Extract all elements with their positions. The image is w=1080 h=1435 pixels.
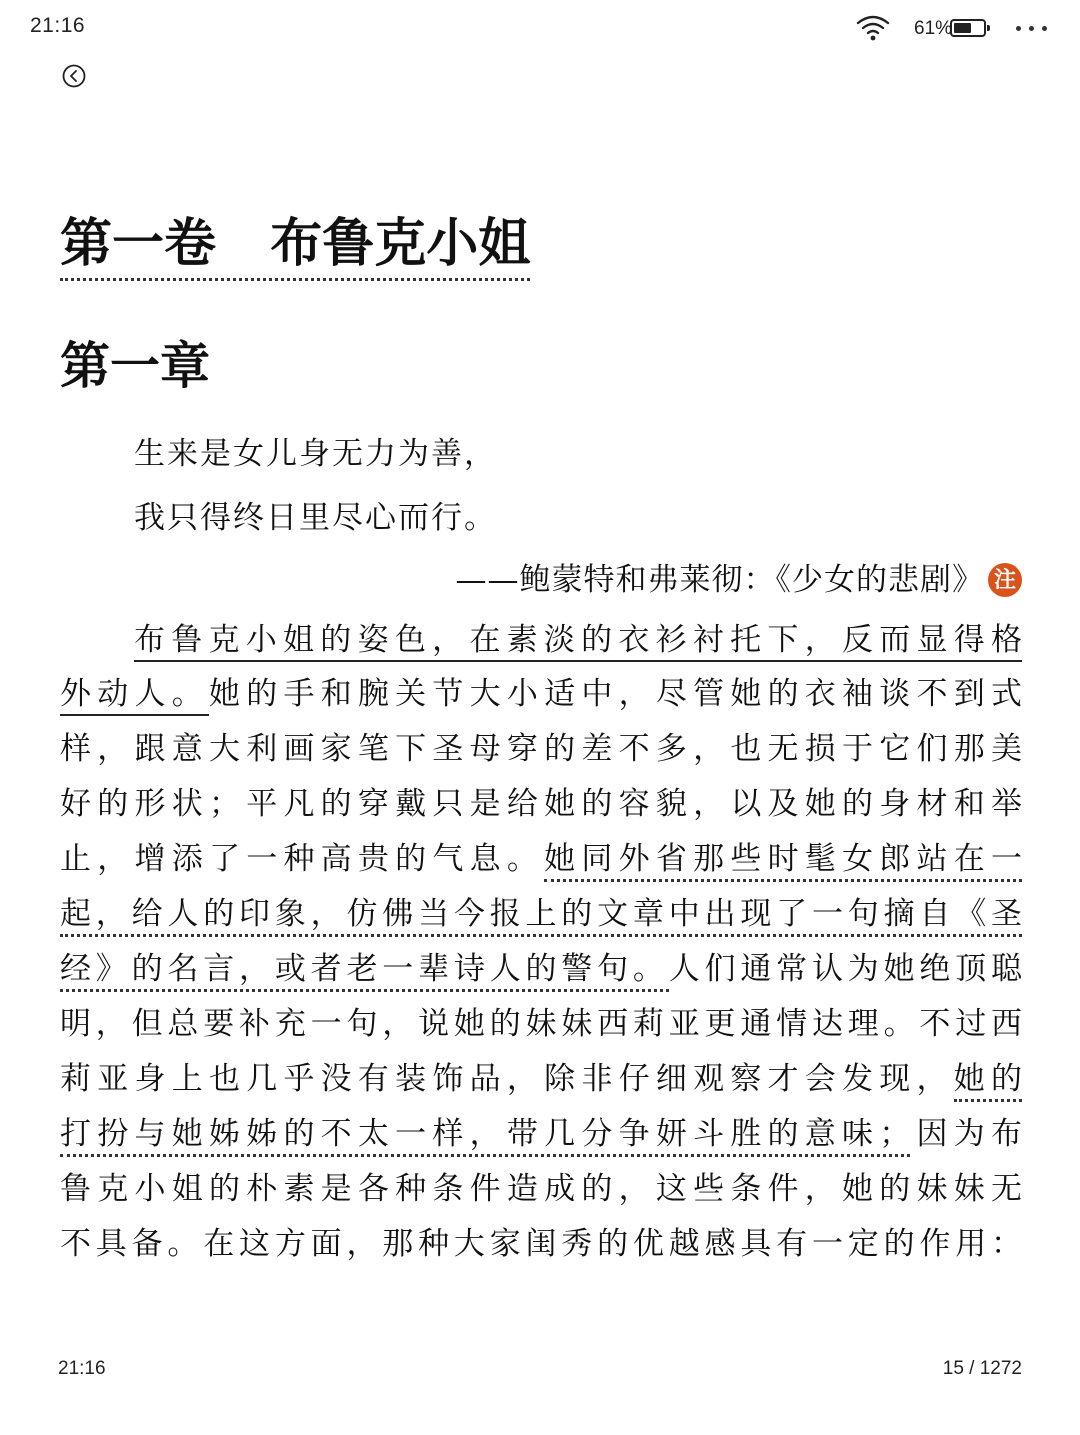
text-line: 样，跟意大利画家笔下圣母穿的差不多，也无损于它们那美 (60, 731, 1022, 767)
highlight-dotted[interactable]: 打扮与她姊姊的不太一样，带几分争妍斗胜的意味； (60, 1116, 910, 1157)
chapter-title: 第一章 (60, 336, 210, 395)
highlight-dotted[interactable]: 她的 (954, 1061, 1022, 1102)
text-line (60, 892, 1022, 936)
text-line: 鲁克小姐的朴素是各种条件造成的，这些条件，她的妹妹无 (60, 1171, 1022, 1207)
epigraph-line: 生来是女儿身无力为善， (134, 436, 497, 472)
highlight-dotted[interactable]: 她同外省那些时髦女郎站在一 (544, 841, 1022, 882)
volume-title[interactable]: 第一卷 布鲁克小姐 (60, 212, 530, 281)
battery-icon (950, 19, 986, 37)
page-number: 15 / 1272 (942, 1358, 1022, 1379)
highlight-dotted[interactable]: 起，给人的印象，仿佛当今报上的文章中出现了一句摘自《圣 (60, 896, 1022, 937)
text-line: 不具备。在这方面，那种大家闺秀的优越感具有一定的作用： (60, 1226, 1022, 1262)
highlight-underline[interactable]: 布鲁克小姐的姿色，在素淡的衣衫衬托下，反而显得格 (134, 622, 1022, 662)
text-line (134, 618, 1022, 662)
wifi-icon (856, 14, 890, 42)
battery-percent: 61% (914, 18, 953, 39)
battery-fill (954, 23, 971, 33)
text-line: 莉亚身上也几乎没有装饰品，除非仔细观察才会发现，她的 (60, 1057, 1022, 1101)
back-button[interactable] (62, 64, 86, 88)
footnote-icon[interactable]: 注 (988, 563, 1022, 597)
more-options-icon[interactable] (1016, 26, 1050, 32)
text-line: 好的形状；平凡的穿戴只是给她的容貌，以及她的身材和举 (60, 786, 1022, 822)
highlight-dotted[interactable]: 经》的名言，或者老一辈诗人的警句。 (60, 951, 669, 992)
status-time: 21:16 (30, 14, 86, 37)
status-bar (0, 0, 1080, 56)
highlight-underline[interactable]: 外动人。 (60, 676, 209, 716)
text-line: 明，但总要补充一句，说她的妹妹西莉亚更通情达理。不过西 (60, 1006, 1022, 1042)
text-line: 外动人。她的手和腕关节大小适中，尽管她的衣袖谈不到式 (60, 672, 1022, 716)
text-line: 打扮与她姊姊的不太一样，带几分争妍斗胜的意味；因为布 (60, 1112, 1022, 1156)
text-line: 经》的名言，或者老一辈诗人的警句。人们通常认为她绝顶聪 (60, 947, 1022, 991)
footer-time: 21:16 (58, 1358, 106, 1379)
text-line: 止，增添了一种高贵的气息。她同外省那些时髦女郎站在一 (60, 837, 1022, 881)
epigraph-attribution (456, 558, 1023, 602)
epigraph-line: 我只得终日里尽心而行。 (134, 500, 497, 536)
attribution-text: ——鲍蒙特和弗莱彻：《少女的悲剧》 (455, 562, 984, 598)
